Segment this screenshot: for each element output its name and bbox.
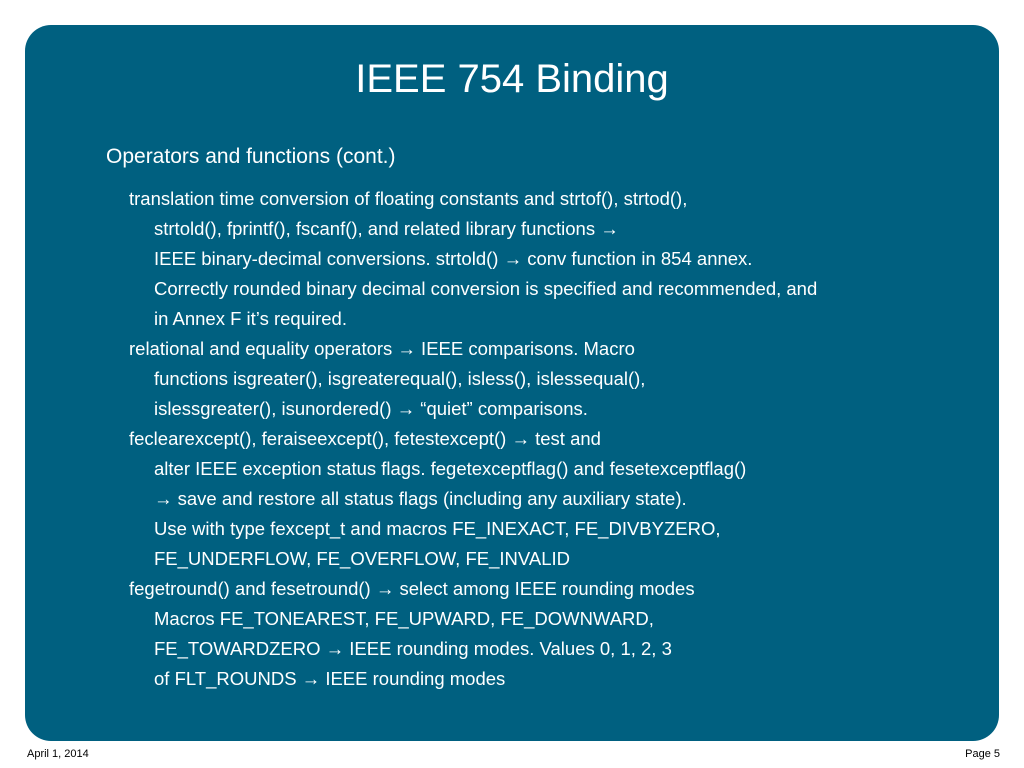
body-line: translation time conversion of floating constants and strtof(), strtod(),	[129, 188, 688, 209]
body-line: Correctly rounded binary decimal conversion is specified and recommended, and	[154, 278, 818, 299]
section-heading: Operators and functions (cont.)	[106, 145, 396, 168]
body-line: in Annex F it’s required.	[154, 308, 347, 329]
body-line: alter IEEE exception status flags. fegetexceptflag() and fesetexceptflag()	[154, 458, 747, 479]
body-line: → save and restore all status flags (including any auxiliary state).	[154, 488, 687, 509]
body-line: IEEE binary-decimal conversions. strtold() → conv function in 854 annex.	[154, 248, 753, 269]
footer-date: April 1, 2014	[27, 748, 89, 760]
body-line: fegetround() and fesetround() → select among IEEE rounding modes	[129, 578, 695, 599]
body-line: feclearexcept(), feraiseexcept(), fetestexcept() → test and	[129, 428, 601, 449]
body-line: relational and equality operators → IEEE comparisons. Macro	[129, 338, 635, 359]
body-line: islessgreater(), isunordered() → “quiet” comparisons.	[154, 398, 588, 419]
footer-page-number: Page 5	[965, 748, 1000, 760]
slide-title: IEEE 754 Binding	[355, 57, 669, 101]
body-line: of FLT_ROUNDS → IEEE rounding modes	[154, 668, 506, 689]
body-line: Macros FE_TONEAREST, FE_UPWARD, FE_DOWNWARD,	[154, 608, 654, 629]
body-line: strtold(), fprintf(), fscanf(), and related library functions →	[154, 218, 619, 239]
body-line: FE_TOWARDZERO → IEEE rounding modes. Values 0, 1, 2, 3	[154, 638, 672, 659]
body-line: Use with type fexcept_t and macros FE_INEXACT, FE_DIVBYZERO,	[154, 518, 721, 539]
body-line: FE_UNDERFLOW, FE_OVERFLOW, FE_INVALID	[154, 548, 570, 569]
body-line: functions isgreater(), isgreaterequal(), isless(), islessequal(),	[154, 368, 646, 389]
